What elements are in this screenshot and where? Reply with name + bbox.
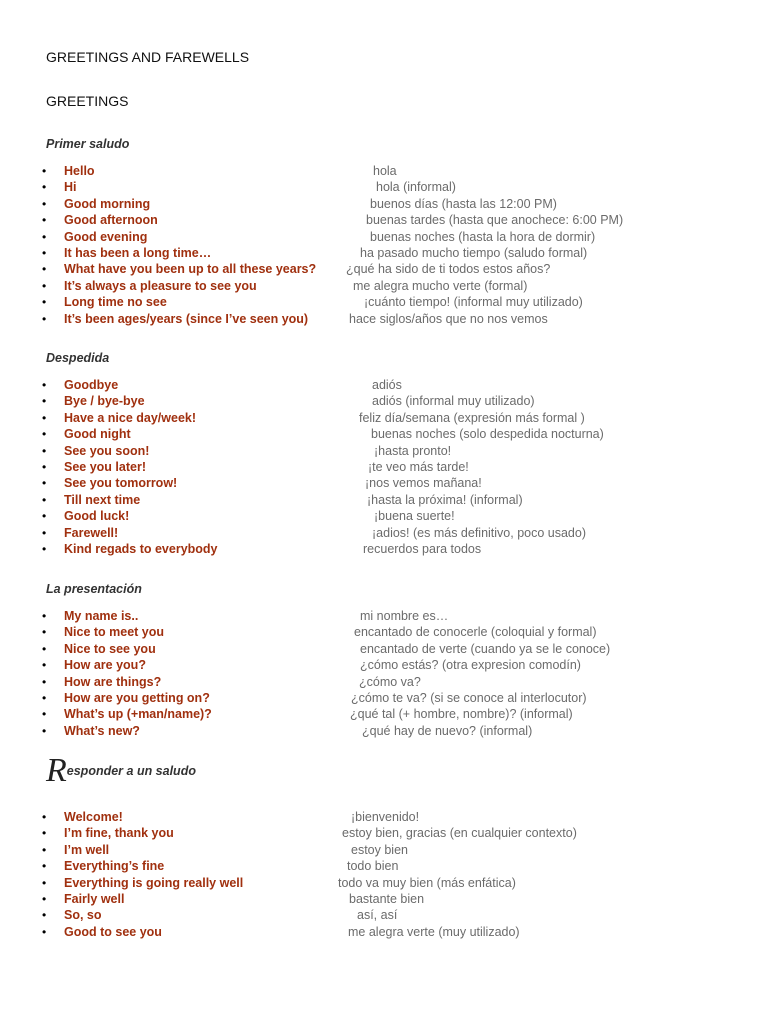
list-item bbox=[0, 690, 768, 706]
english-phrase: How are you? bbox=[64, 658, 146, 673]
spanish-translation: me alegra mucho verte (formal) bbox=[353, 278, 528, 293]
list-item bbox=[0, 278, 768, 294]
bullet-icon: • bbox=[42, 164, 47, 178]
drop-cap-initial: R bbox=[46, 752, 67, 789]
bullet-icon: • bbox=[42, 278, 47, 293]
spanish-translation: ¡cuánto tiempo! (informal muy utilizado) bbox=[364, 295, 583, 310]
spanish-translation: me alegra verte (muy utilizado) bbox=[348, 924, 520, 939]
english-phrase: See you soon! bbox=[64, 443, 150, 458]
section-heading-la-presentacion: La presentación bbox=[46, 582, 142, 596]
spanish-translation: así, así bbox=[357, 908, 398, 923]
spanish-translation: adiós bbox=[372, 378, 402, 392]
bullet-icon: • bbox=[42, 908, 47, 923]
bullet-icon: • bbox=[42, 810, 47, 824]
bullet-icon: • bbox=[42, 262, 47, 277]
bullet-icon: • bbox=[42, 460, 47, 474]
bullet-icon: • bbox=[42, 542, 47, 556]
spanish-translation: ¿cómo te va? (si se conoce al interlocutor) bbox=[351, 691, 587, 705]
list-item bbox=[0, 706, 768, 722]
spanish-translation: ¡buena suerte! bbox=[374, 509, 455, 524]
english-phrase: Have a nice day/week! bbox=[64, 410, 197, 425]
spanish-translation: ¡te veo más tarde! bbox=[368, 460, 469, 474]
english-phrase: My name is.. bbox=[64, 609, 139, 623]
spanish-translation: feliz día/semana (expresión más formal ) bbox=[359, 410, 585, 425]
english-phrase: Till next time bbox=[64, 492, 141, 507]
spanish-translation: ¿qué hay de nuevo? (informal) bbox=[362, 723, 533, 738]
bullet-icon: • bbox=[42, 476, 47, 491]
bullet-icon: • bbox=[42, 525, 47, 540]
english-phrase: Bye / bye-bye bbox=[64, 394, 145, 409]
list-item bbox=[0, 875, 768, 891]
spanish-translation: buenos días (hasta las 12:00 PM) bbox=[370, 196, 557, 211]
bullet-icon: • bbox=[42, 410, 47, 425]
bullet-icon: • bbox=[42, 213, 47, 228]
list-item bbox=[0, 443, 768, 459]
bullet-icon: • bbox=[42, 394, 47, 409]
spanish-translation: hola bbox=[373, 164, 397, 178]
bullet-icon: • bbox=[42, 641, 47, 656]
list-item bbox=[0, 907, 768, 923]
spanish-translation: estoy bien, gracias (en cualquier contexto) bbox=[342, 826, 577, 841]
subtitle: GREETINGS bbox=[46, 93, 129, 109]
spanish-translation: mi nombre es… bbox=[360, 609, 449, 623]
english-phrase: Good morning bbox=[64, 196, 151, 211]
section-heading-rest: esponder a un saludo bbox=[66, 764, 196, 778]
spanish-translation: ¡bienvenido! bbox=[351, 810, 420, 824]
list-item bbox=[0, 809, 768, 825]
bullet-icon: • bbox=[42, 609, 47, 623]
english-phrase: Everything is going really well bbox=[64, 875, 244, 890]
spanish-translation: todo va muy bien (más enfática) bbox=[338, 875, 516, 890]
bullet-icon: • bbox=[42, 892, 47, 906]
bullet-icon: • bbox=[42, 723, 47, 738]
list-item bbox=[0, 377, 768, 393]
list-item bbox=[0, 212, 768, 228]
spanish-translation: ¡nos vemos mañana! bbox=[365, 476, 482, 491]
bullet-icon: • bbox=[42, 691, 47, 705]
english-phrase: See you later! bbox=[64, 460, 146, 474]
spanish-translation: buenas noches (solo despedida nocturna) bbox=[371, 427, 604, 442]
list-item bbox=[0, 624, 768, 640]
english-phrase: Fairly well bbox=[64, 892, 125, 906]
list-item bbox=[0, 525, 768, 541]
spanish-translation: buenas noches (hasta la hora de dormir) bbox=[370, 229, 596, 244]
english-phrase: I’m well bbox=[64, 842, 110, 857]
list-item bbox=[0, 723, 768, 739]
spanish-translation: estoy bien bbox=[351, 842, 408, 857]
bullet-icon: • bbox=[42, 427, 47, 442]
section-heading-despedida: Despedida bbox=[46, 351, 110, 365]
english-phrase: Nice to meet you bbox=[64, 625, 165, 640]
list-item bbox=[0, 842, 768, 858]
list-item bbox=[0, 674, 768, 690]
english-phrase: Good afternoon bbox=[64, 213, 158, 228]
section-heading-primer-saludo: Primer saludo bbox=[46, 137, 130, 151]
english-phrase: What have you been up to all these years? bbox=[64, 262, 317, 277]
bullet-icon: • bbox=[42, 707, 47, 722]
english-phrase: What’s up (+man/name)? bbox=[64, 707, 212, 722]
spanish-translation: ¿qué ha sido de ti todos estos años? bbox=[346, 262, 551, 277]
list-item bbox=[0, 196, 768, 212]
english-phrase: I’m fine, thank you bbox=[64, 826, 174, 841]
list-item bbox=[0, 179, 768, 195]
section-heading-responder-a-un-saludo bbox=[46, 752, 196, 790]
english-phrase: So, so bbox=[64, 908, 102, 923]
english-phrase: Good evening bbox=[64, 229, 148, 244]
english-phrase: It’s always a pleasure to see you bbox=[64, 278, 257, 293]
bullet-icon: • bbox=[42, 509, 47, 524]
list-item bbox=[0, 410, 768, 426]
bullet-icon: • bbox=[42, 443, 47, 458]
english-phrase: How are things? bbox=[64, 674, 162, 689]
spanish-translation: adiós (informal muy utilizado) bbox=[372, 394, 535, 409]
english-phrase: Goodbye bbox=[64, 378, 119, 392]
english-phrase: Hello bbox=[64, 164, 95, 178]
list-item bbox=[0, 261, 768, 277]
english-phrase: Everything’s fine bbox=[64, 859, 165, 874]
english-phrase: Kind regads to everybody bbox=[64, 542, 218, 556]
list-item bbox=[0, 657, 768, 673]
english-phrase: How are you getting on? bbox=[64, 691, 210, 705]
english-phrase: Hi bbox=[64, 180, 77, 195]
spanish-translation: bastante bien bbox=[349, 892, 425, 906]
english-phrase: Good luck! bbox=[64, 509, 130, 524]
list-item bbox=[0, 891, 768, 907]
bullet-icon: • bbox=[42, 311, 47, 326]
bullet-icon: • bbox=[42, 842, 47, 857]
bullet-icon: • bbox=[42, 924, 47, 939]
spanish-translation: ¿qué tal (+ hombre, nombre)? (informal) bbox=[350, 707, 573, 722]
spanish-translation: ¿cómo estás? (otra expresion comodín) bbox=[360, 658, 581, 673]
bullet-icon: • bbox=[42, 246, 47, 260]
list-item bbox=[0, 825, 768, 841]
bullet-icon: • bbox=[42, 859, 47, 874]
spanish-translation: encantado de verte (cuando ya se le conoce) bbox=[360, 641, 611, 656]
bullet-icon: • bbox=[42, 492, 47, 507]
document-title: GREETINGS AND FAREWELLS bbox=[46, 49, 250, 65]
english-phrase: Long time no see bbox=[64, 295, 167, 310]
bullet-icon: • bbox=[42, 658, 47, 673]
english-phrase: Farewell! bbox=[64, 525, 119, 540]
spanish-translation: hola (informal) bbox=[376, 180, 456, 195]
list-item bbox=[0, 163, 768, 179]
list-item bbox=[0, 924, 768, 940]
list-item bbox=[0, 294, 768, 310]
english-phrase: Good night bbox=[64, 427, 131, 442]
english-phrase: See you tomorrow! bbox=[64, 476, 178, 491]
list-item bbox=[0, 245, 768, 261]
spanish-translation: hace siglos/años que no nos vemos bbox=[349, 311, 548, 326]
spanish-translation: ha pasado mucho tiempo (saludo formal) bbox=[360, 246, 588, 260]
list-item bbox=[0, 475, 768, 491]
list-item bbox=[0, 608, 768, 624]
bullet-icon: • bbox=[42, 378, 47, 392]
english-phrase: Nice to see you bbox=[64, 641, 156, 656]
list-item bbox=[0, 229, 768, 245]
bullet-icon: • bbox=[42, 229, 47, 244]
bullet-icon: • bbox=[42, 826, 47, 841]
list-item bbox=[0, 393, 768, 409]
english-phrase: It’s been ages/years (since I’ve seen you) bbox=[64, 311, 309, 326]
list-item bbox=[0, 641, 768, 657]
spanish-translation: todo bien bbox=[347, 859, 399, 874]
spanish-translation: encantado de conocerle (coloquial y formal) bbox=[354, 625, 597, 640]
spanish-translation: ¡hasta pronto! bbox=[374, 443, 452, 458]
english-phrase: What’s new? bbox=[64, 723, 140, 738]
spanish-translation: recuerdos para todos bbox=[363, 542, 482, 556]
bullet-icon: • bbox=[42, 875, 47, 890]
english-phrase: Welcome! bbox=[64, 810, 123, 824]
list-item bbox=[0, 858, 768, 874]
english-phrase: Good to see you bbox=[64, 924, 162, 939]
bullet-icon: • bbox=[42, 196, 47, 211]
spanish-translation: buenas tardes (hasta que anochece: 6:00 PM) bbox=[366, 213, 624, 228]
list-item bbox=[0, 459, 768, 475]
bullet-icon: • bbox=[42, 180, 47, 195]
spanish-translation: ¡adios! (es más definitivo, poco usado) bbox=[372, 525, 586, 540]
spanish-translation: ¿cómo va? bbox=[359, 674, 421, 689]
list-item bbox=[0, 426, 768, 442]
list-item bbox=[0, 541, 768, 557]
bullet-icon: • bbox=[42, 674, 47, 689]
spanish-translation: ¡hasta la próxima! (informal) bbox=[367, 492, 523, 507]
bullet-icon: • bbox=[42, 295, 47, 310]
list-item bbox=[0, 311, 768, 327]
bullet-icon: • bbox=[42, 625, 47, 640]
list-item bbox=[0, 492, 768, 508]
list-item bbox=[0, 508, 768, 524]
english-phrase: It has been a long time… bbox=[64, 246, 212, 260]
